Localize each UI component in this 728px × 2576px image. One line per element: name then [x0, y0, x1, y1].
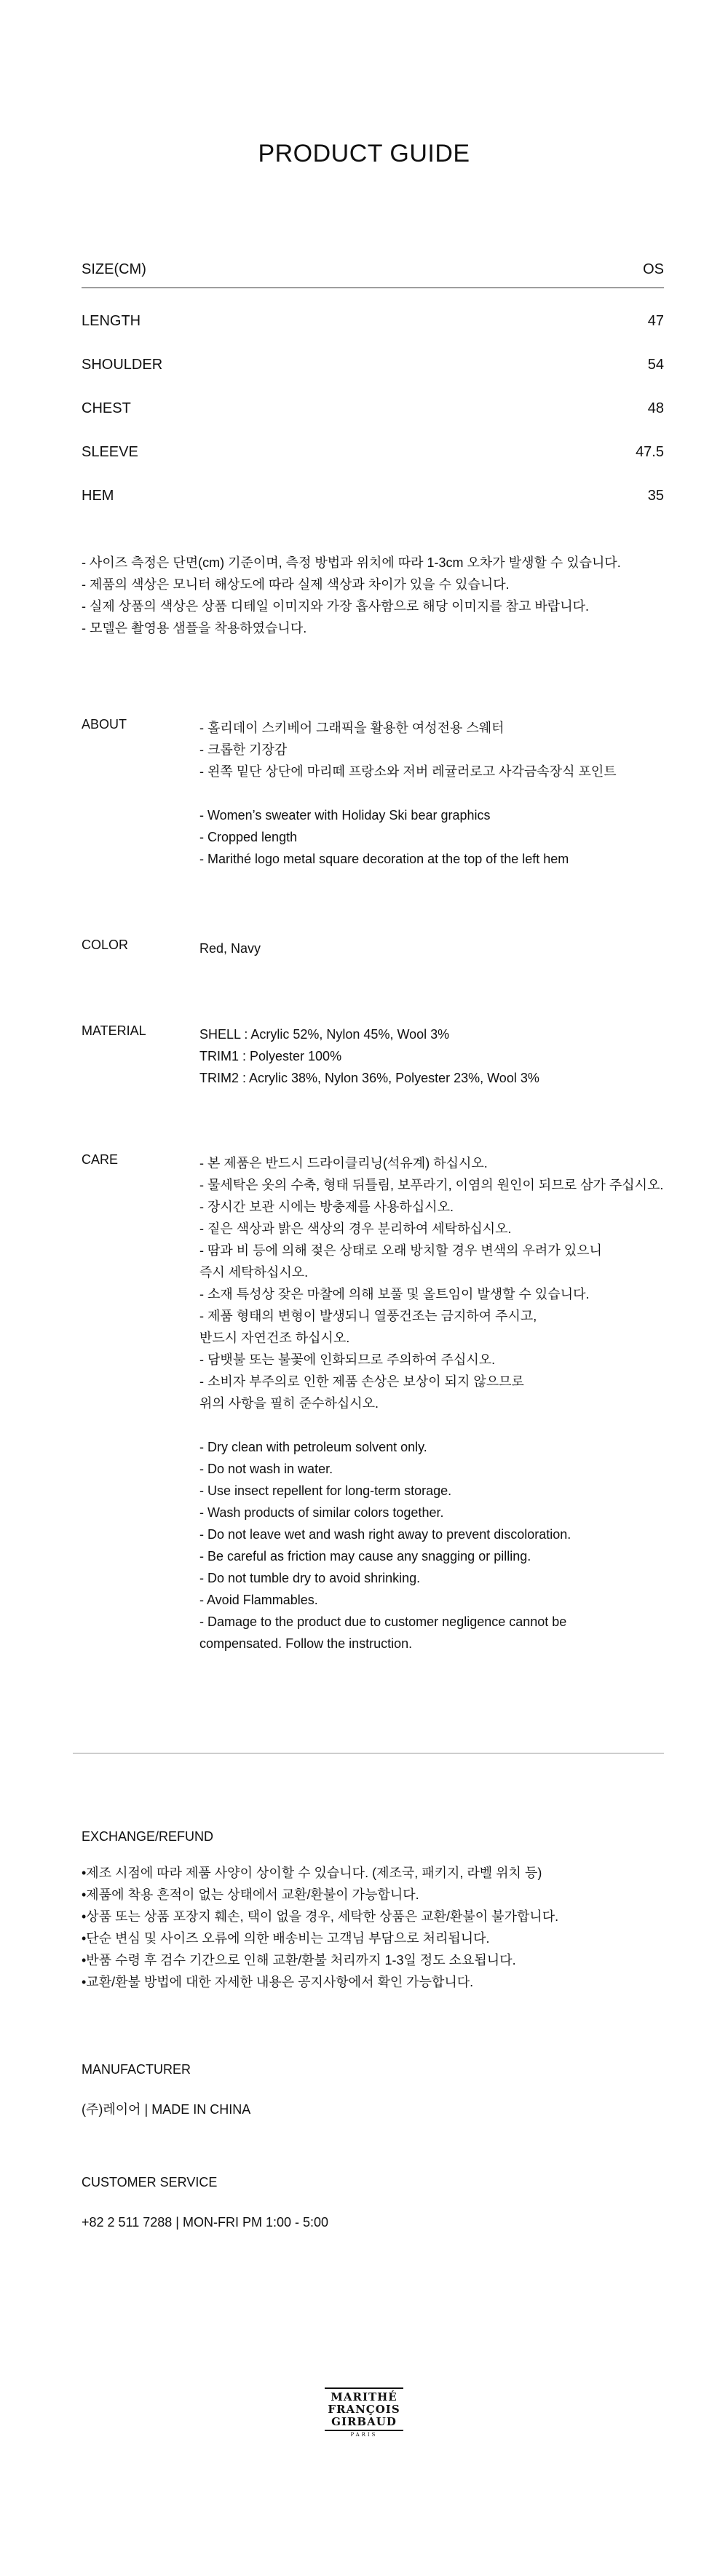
- care-content: [199, 1152, 663, 1654]
- care-line-ko: - 짙은 색상과 밝은 색상의 경우 분리하여 세탁하십시오.: [199, 1221, 512, 1236]
- size-row: [82, 474, 664, 518]
- size-row-label: LENGTH: [82, 312, 141, 329]
- note-line: - 사이즈 측정은 단면(cm) 기준이며, 측정 방법과 위치에 따라 1-3cm 오차가 발생할 수 있습니다.: [82, 555, 621, 570]
- exchange-line: •교환/환불 방법에 대한 자세한 내용은 공지사항에서 확인 가능합니다.: [82, 1975, 474, 1989]
- logo-top-bar: [325, 2387, 403, 2389]
- exchange-line: •제조 시점에 따라 제품 사양이 상이할 수 있습니다. (제조국, 패키지, 라벨 위치 등): [82, 1866, 542, 1880]
- care-line-ko: - 소재 특성상 잦은 마찰에 의해 보풀 및 올트임이 발생할 수 있습니다.: [199, 1287, 590, 1301]
- manufacturer-value: (주)레이어 | MADE IN CHINA: [82, 2102, 251, 2117]
- care-line-en: - Wash products of similar colors together.: [199, 1505, 444, 1520]
- color-label: COLOR: [82, 938, 129, 952]
- logo-line-3: GIRBAUD: [331, 2415, 397, 2428]
- size-row: [82, 343, 664, 387]
- size-row: [82, 430, 664, 474]
- size-row-label: SHOULDER: [82, 356, 163, 373]
- material-label: MATERIAL: [82, 1023, 146, 1038]
- care-line-ko: 반드시 자연건조 하십시오.: [199, 1331, 350, 1345]
- customer-service-label: CUSTOMER SERVICE: [82, 2175, 218, 2189]
- about-content: [199, 717, 617, 870]
- size-row: [82, 299, 664, 343]
- exchange-line: •제품에 착용 흔적이 없는 상태에서 교환/환불이 가능합니다.: [82, 1887, 419, 1902]
- care-line-ko: - 소비자 부주의로 인한 제품 손상은 보상이 되지 않으므로: [199, 1374, 524, 1389]
- size-table-body: [82, 288, 664, 518]
- care-line-ko: - 제품 형태의 변형이 발생되니 열풍건조는 금지하여 주시고,: [199, 1309, 537, 1323]
- care-line-en: - Do not tumble dry to avoid shrinking.: [199, 1571, 421, 1585]
- logo-line-2: FRANÇOIS: [328, 2403, 400, 2416]
- care-line-en: - Damage to the product due to customer negligence cannot be: [199, 1614, 567, 1629]
- size-row: [82, 387, 664, 430]
- exchange-line: •상품 또는 상품 포장지 훼손, 택이 없을 경우, 세탁한 상품은 교환/환불이 불가합니다.: [82, 1909, 559, 1924]
- care-label: CARE: [82, 1152, 119, 1167]
- exchange-line: •단순 변심 및 사이즈 오류에 의한 배송비는 고객님 부담으로 처리됩니다.: [82, 1931, 490, 1946]
- size-header-label: SIZE(CM): [82, 261, 146, 277]
- size-row-value: 47.5: [636, 443, 664, 460]
- material-line: TRIM1 : Polyester 100%: [199, 1049, 342, 1063]
- exchange-refund-section: [82, 1826, 664, 1993]
- material-content: [199, 1023, 539, 1089]
- size-row-value: 35: [647, 487, 664, 504]
- about-line-en: - Women’s sweater with Holiday Ski bear graphics: [199, 808, 491, 823]
- size-table-header: [82, 251, 664, 288]
- exchange-refund-label: EXCHANGE/REFUND: [82, 1829, 214, 1844]
- measurement-notes: [82, 552, 664, 639]
- color-content: [199, 938, 261, 959]
- about-line-ko: - 왼쪽 밑단 상단에 마리떼 프랑소와 저버 레귤러로고 사각금속장식 포인트: [199, 764, 617, 779]
- care-line-en: - Be careful as friction may cause any snagging or pilling.: [199, 1549, 531, 1564]
- about-line-ko: - 크롭한 기장감: [199, 742, 288, 757]
- customer-service-value: +82 2 511 7288 | MON-FRI PM 1:00 - 5:00: [82, 2215, 329, 2230]
- care-line-ko: - 물세탁은 옷의 수축, 형태 뒤틀림, 보푸라기, 이염의 원인이 되므로 삼가 주십시오.: [199, 1178, 664, 1192]
- note-line: - 제품의 색상은 모니터 해상도에 따라 실제 색상과 차이가 있을 수 있습니다.: [82, 577, 510, 592]
- brand-logo: [320, 2387, 408, 2440]
- care-line-ko: - 땀과 비 등에 의해 젖은 상태로 오래 방치할 경우 변색의 우려가 있으니: [199, 1243, 602, 1258]
- note-line: - 모델은 촬영용 샘플을 착용하였습니다.: [82, 621, 307, 635]
- size-header-value: OS: [643, 261, 664, 277]
- logo-line-1: MARITHÉ: [331, 2390, 397, 2403]
- size-row-label: CHEST: [82, 400, 131, 416]
- size-row-value: 47: [647, 312, 664, 329]
- care-line-en: compensated. Follow the instruction.: [199, 1636, 413, 1651]
- about-label: ABOUT: [82, 717, 127, 732]
- care-line-en: - Dry clean with petroleum solvent only.: [199, 1440, 427, 1454]
- about-line-en: - Marithé logo metal square decoration at the top of the left hem: [199, 852, 569, 866]
- manufacturer-label: MANUFACTURER: [82, 2062, 191, 2077]
- care-line-ko: - 본 제품은 반드시 드라이클리닝(석유계) 하십시오.: [199, 1156, 488, 1170]
- note-line: - 실제 상품의 색상은 상품 디테일 이미지와 가장 흡사함으로 해당 이미지를 참고 바랍니다.: [82, 599, 589, 614]
- care-line-en: - Do not leave wet and wash right away to prevent discoloration.: [199, 1527, 571, 1542]
- about-line-en: - Cropped length: [199, 830, 298, 844]
- color-value: Red, Navy: [199, 941, 261, 956]
- size-table: [82, 251, 664, 518]
- exchange-refund-content: [82, 1862, 664, 1993]
- page-title: PRODUCT GUIDE: [258, 140, 470, 167]
- care-line-en: - Avoid Flammables.: [199, 1593, 318, 1607]
- care-line-en: - Use insect repellent for long-term storage.: [199, 1483, 452, 1498]
- spacer: [199, 782, 617, 804]
- care-line-en: - Do not wash in water.: [199, 1462, 333, 1476]
- logo-paris: PARIS: [350, 2432, 378, 2438]
- size-row-label: SLEEVE: [82, 443, 138, 460]
- spacer: [199, 1414, 663, 1436]
- material-line: SHELL : Acrylic 52%, Nylon 45%, Wool 3%: [199, 1027, 450, 1042]
- customer-service-section: [82, 2171, 664, 2233]
- care-line-ko: 즉시 세탁하십시오.: [199, 1265, 309, 1280]
- about-line-ko: - 홀리데이 스키베어 그래픽을 활용한 여성전용 스웨터: [199, 721, 505, 735]
- size-row-label: HEM: [82, 487, 114, 504]
- manufacturer-section: [82, 2058, 664, 2120]
- size-row-value: 48: [647, 400, 664, 416]
- size-row-value: 54: [647, 356, 664, 373]
- care-line-ko: 위의 사항을 필히 준수하십시오.: [199, 1396, 379, 1411]
- care-line-ko: - 장시간 보관 시에는 방충제를 사용하십시오.: [199, 1200, 454, 1214]
- exchange-line: •반품 수령 후 검수 기간으로 인해 교환/환불 처리까지 1-3일 정도 소요됩니다.: [82, 1953, 516, 1967]
- care-line-ko: - 담뱃불 또는 불꽃에 인화되므로 주의하여 주십시오.: [199, 1352, 496, 1367]
- material-line: TRIM2 : Acrylic 38%, Nylon 36%, Polyester 23%, Wool 3%: [199, 1071, 539, 1085]
